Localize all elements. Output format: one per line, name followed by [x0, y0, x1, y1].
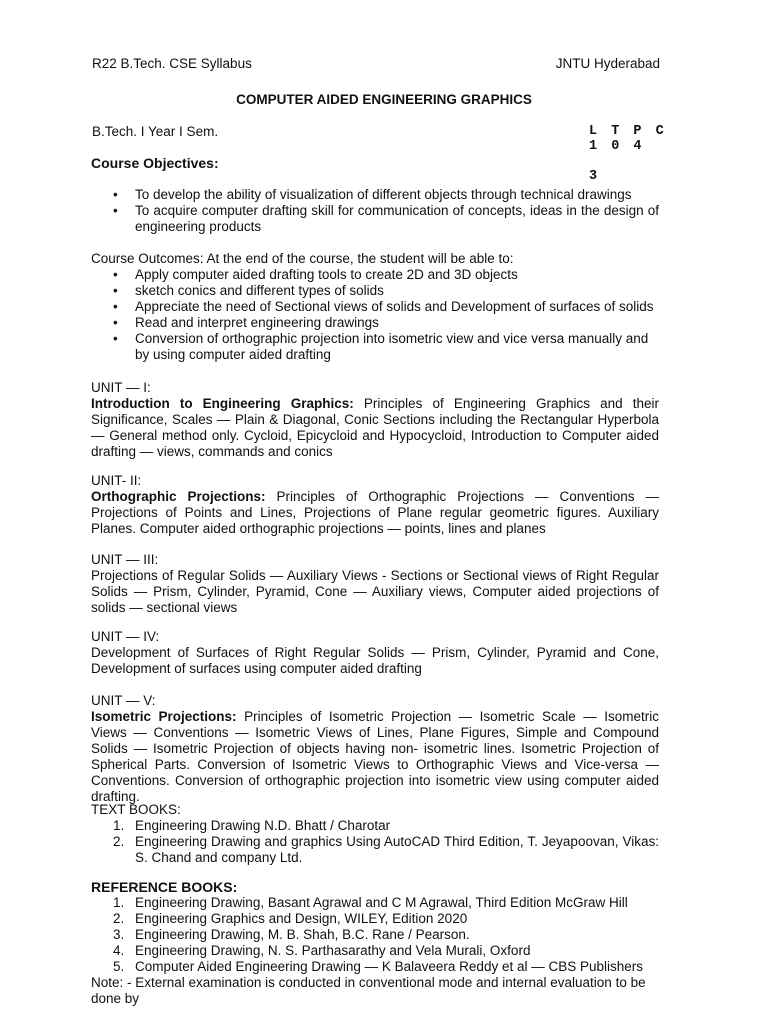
ltpc-values: 1 0 4	[589, 139, 645, 154]
list-item: • sketch conics and different types of solids	[91, 283, 659, 299]
outcomes-list	[91, 267, 659, 363]
text-books-list	[91, 818, 659, 866]
list-item: • To acquire computer drafting skill for communication of concepts, ideas in the design of engineering products	[91, 203, 659, 235]
unit-5	[91, 693, 659, 805]
header-left: R22 B.Tech. CSE Syllabus	[92, 56, 252, 71]
course-outcomes	[91, 251, 659, 363]
unit-topic: Orthographic Projections:	[91, 489, 266, 504]
unit-3	[91, 552, 659, 616]
ltpc-labels: L T P C	[589, 124, 667, 139]
text-books-heading: TEXT BOOKS:	[91, 802, 181, 817]
ltpc-credit: 3	[589, 169, 601, 184]
list-item: 5. Computer Aided Engineering Drawing — K Balaveera Reddy et al — CBS Publishers	[113, 959, 644, 974]
objectives-list	[91, 187, 659, 235]
unit-text: Principles of Engineering Graphics and their Significance, Scales — Plain & Diagonal, Conic Sections including the Rectangular Hyperbola — General method only. Cycloid, Epicycloid and Hypocycloid, Introduction to Computer aided drafting — views, commands and conics	[91, 396, 659, 459]
unit-content: Development of Surfaces of Right Regular Solids — Prism, Cylinder, Pyramid and Cone, Development of surfaces using computer aided drafting	[91, 645, 659, 676]
unit-content	[91, 709, 659, 805]
unit-label: UNIT — I:	[91, 380, 151, 395]
note-text: Note: - External examination is conducted in conventional mode and internal evaluation to be done by	[91, 975, 646, 1006]
course-objectives	[91, 155, 659, 235]
unit-1	[91, 380, 659, 460]
header-right: JNTU Hyderabad	[555, 56, 660, 71]
list-item: • To develop the ability of visualization of different objects through technical drawings	[91, 187, 659, 203]
semester-label: B.Tech. I Year I Sem.	[92, 124, 219, 139]
unit-topic: Isometric Projections:	[91, 709, 237, 724]
list-item: • Read and interpret engineering drawings	[91, 315, 659, 331]
unit-text: Principles of Orthographic Projections — Conventions — Projections of Points and Lines, Projections of Plane regular geometric figures. Auxiliary Planes. Computer aided orthographic projections — points, lines and planes	[91, 489, 659, 536]
list-item: 4. Engineering Drawing, N. S. Parthasarathy and Vela Murali, Oxford	[113, 943, 531, 958]
unit-content: Projections of Regular Solids — Auxiliary Views - Sections or Sectional views of Right Regular Solids — Prism, Cylinder, Pyramid, Cone — Auxiliary views, Computer aided projections of solids — sectional views	[91, 568, 659, 615]
unit-topic: Introduction to Engineering Graphics:	[91, 396, 354, 411]
list-item: 2. Engineering Drawing and graphics Using AutoCAD Third Edition, T. Jeyapoovan, Vikas: S. Chand and company Ltd.	[113, 834, 659, 865]
unit-content	[91, 396, 659, 460]
unit-label: UNIT — IV:	[91, 629, 160, 644]
list-item: 1. Engineering Drawing N.D. Bhatt / Charotar	[113, 818, 391, 833]
unit-label: UNIT — V:	[91, 693, 156, 708]
list-item: • Appreciate the need of Sectional views of solids and Development of surfaces of solids	[91, 299, 659, 315]
unit-content	[91, 489, 659, 537]
unit-2	[91, 473, 659, 537]
unit-text: Principles of Isometric Projection — Isometric Scale — Isometric Views — Conventions — Isometric Views of Lines, Plane Figures, Simple and Compound Solids — Isometric Projection of objects having non- isometric lines. Isometric Projection of Spherical Parts. Conversion of Isometric Views to Orthographic Views and Vice-versa —Conventions. Conversion of orthographic projection into isometric view using computer aided drafting.	[91, 709, 659, 804]
text-books	[91, 802, 659, 866]
list-item: 1. Engineering Drawing, Basant Agrawal and C M Agrawal, Third Edition McGraw Hill	[113, 895, 628, 910]
reference-books-list	[91, 895, 659, 975]
unit-label: UNIT — III:	[91, 552, 159, 567]
reference-books-heading: REFERENCE BOOKS:	[91, 879, 238, 895]
list-item: 2. Engineering Graphics and Design, WILEY, Edition 2020	[113, 911, 468, 926]
unit-label: UNIT- II:	[91, 473, 142, 488]
list-item: • Conversion of orthographic projection into isometric view and vice versa manually and by using computer aided drafting	[91, 331, 659, 363]
reference-books	[91, 879, 659, 1007]
course-title: COMPUTER AIDED ENGINEERING GRAPHICS	[236, 92, 532, 107]
list-item: • Apply computer aided drafting tools to create 2D and 3D objects	[91, 267, 659, 283]
unit-4	[91, 629, 659, 677]
list-item: 3. Engineering Drawing, M. B. Shah, B.C. Rane / Pearson.	[113, 927, 470, 942]
objectives-heading: Course Objectives:	[91, 155, 219, 171]
outcomes-heading: Course Outcomes: At the end of the course, the student will be able to:	[91, 251, 514, 266]
